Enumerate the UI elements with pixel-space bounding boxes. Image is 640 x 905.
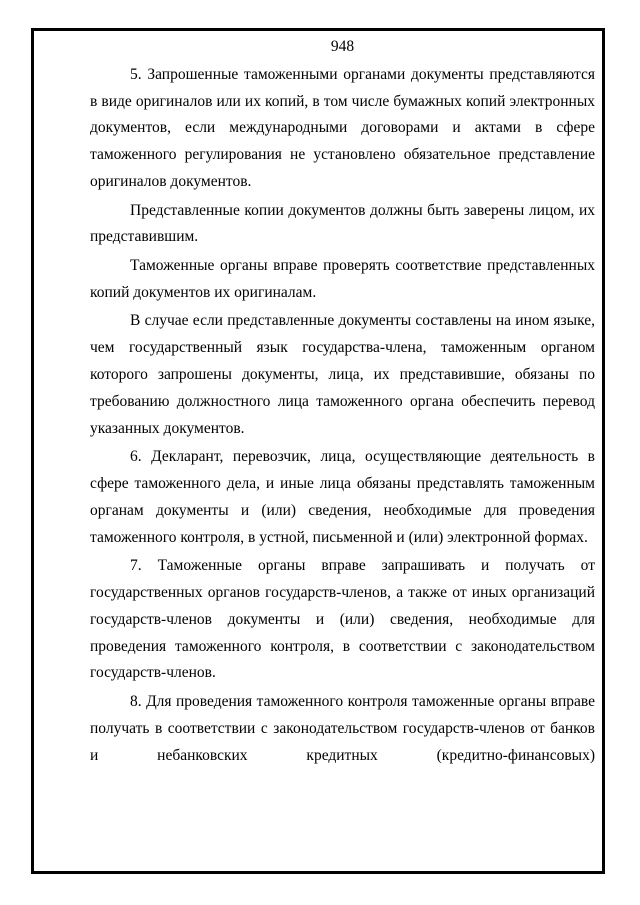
paragraph-5: 5. Запрошенные таможенными органами документы представляются в виде оригиналов или их копий, в том числе бумажных копий электронных документов, если международными договорами и актами в сфере таможенного регулирования не установлено обязательное представление оригиналов документов.	[90, 65, 595, 190]
paragraph-8: 8. Для проведения таможенного контроля таможенные органы вправе получать в соответствии с законодательством государств-членов от банков и небанковских кредитных (кредитно-финансовых)	[90, 692, 595, 764]
paragraph-6: 6. Декларант, перевозчик, лица, осуществляющие деятельность в сфере таможенного дела, и иные лица обязаны представлять таможенным органам документы и (или) сведения, необходимые для проведения таможенного контроля, в устной, письменной и (или) электронной формах.	[90, 448, 595, 546]
paragraph-translation: В случае если представленные документы составлены на ином языке, чем государственный язык государства-члена, таможенным органом которого запрошены документы, лица, их представившие, обязаны по требованию должностного лица таможенного органа обеспечить перевод указанных документов.	[90, 312, 595, 437]
page-number: 948	[330, 38, 355, 55]
paragraph-certified-copies: Представленные копии документов должны быть заверены лицом, их представившим.	[90, 201, 595, 246]
paragraph-verify-copies: Таможенные органы вправе проверять соответствие представленных копий документов их оригиналам.	[90, 256, 595, 301]
paragraph-7: 7. Таможенные органы вправе запрашивать и получать от государственных органов государств-членов, а также от иных организаций государств-членов документы и (или) сведения, необходимые для проведения таможенного контроля, в соответствии с законодательством государств-членов.	[90, 557, 595, 682]
document-body	[90, 34, 595, 769]
